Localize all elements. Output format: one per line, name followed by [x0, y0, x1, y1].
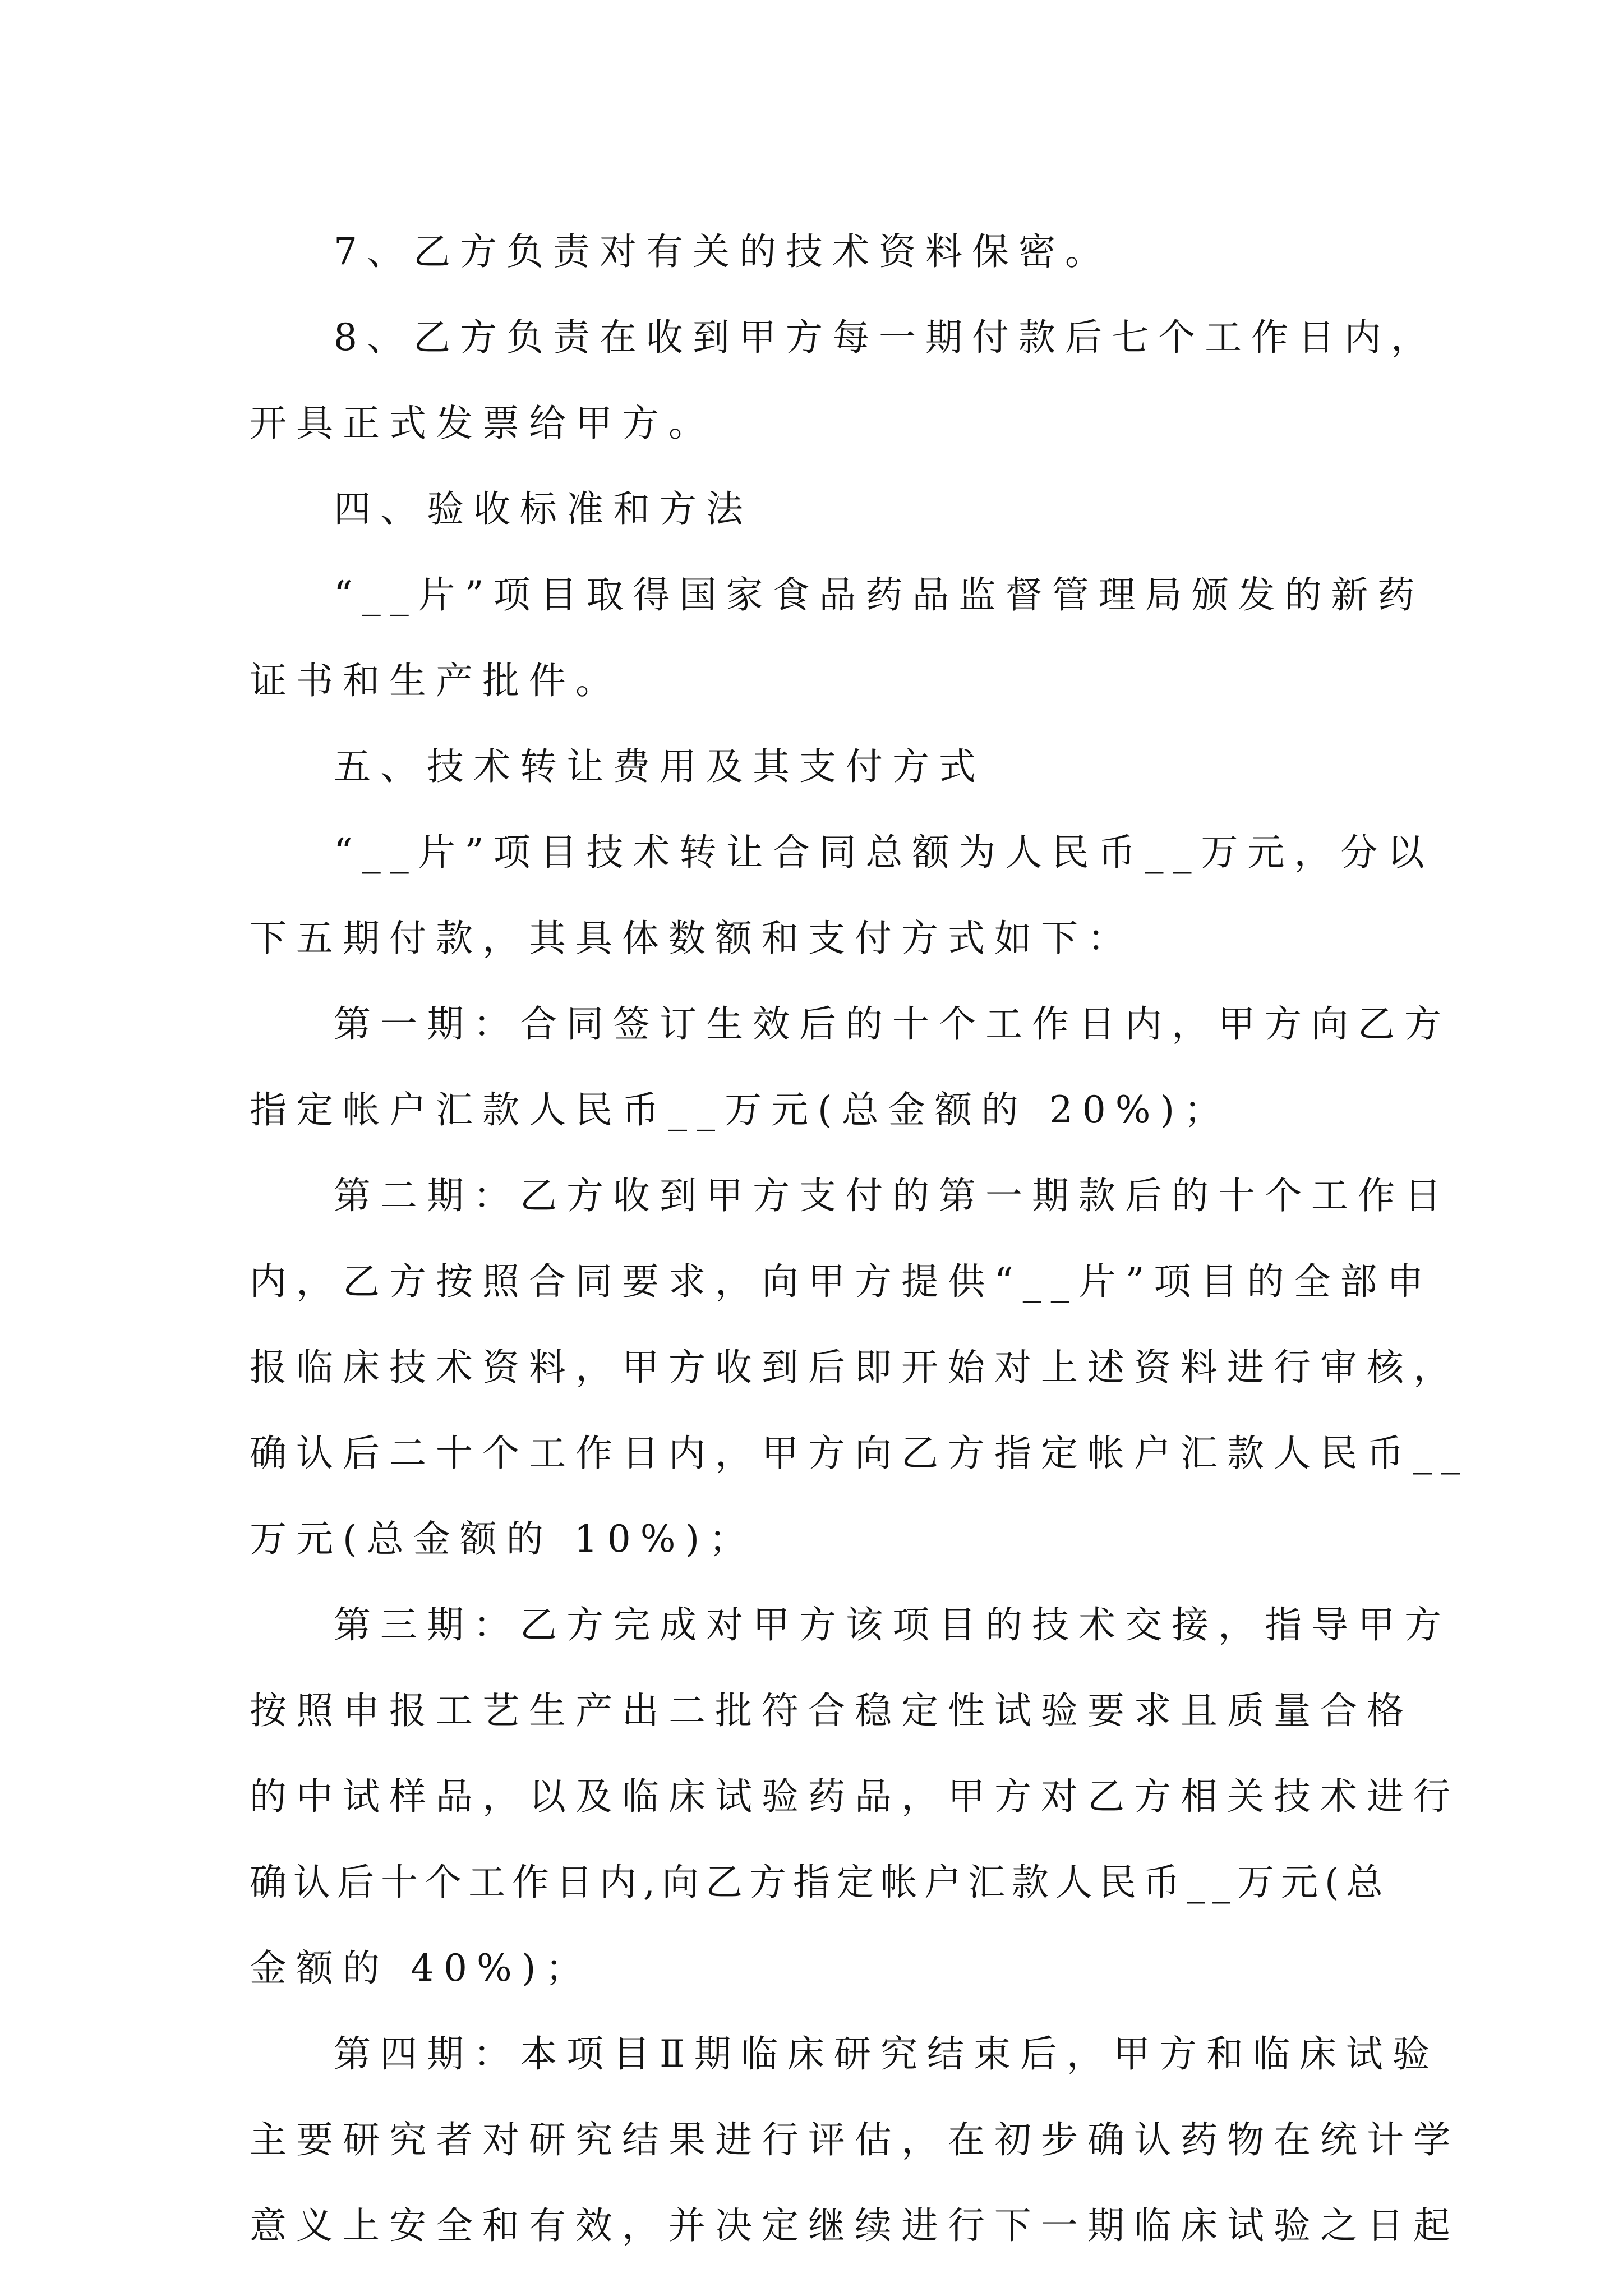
payment-phase-2-line-2: 内，乙方按照合同要求，向甲方提供“__片”项目的全部申: [250, 1260, 1433, 1303]
payment-phase-4: 第四期：本项目Ⅱ期临床研究结束后，甲方和临床试验: [334, 2032, 1439, 2076]
payment-phase-3-line-3: 的中试样品，以及临床试验药品，甲方对乙方相关技术进行: [250, 1775, 1460, 1818]
payment-phase-4-line-3: 意义上安全和有效，并决定继续进行下一期临床试验之日起: [250, 2204, 1460, 2247]
payment-phase-3-line-2: 按照申报工艺生产出二批符合稳定性试验要求且质量合格: [250, 1689, 1413, 1732]
payment-phase-3-line-5: 金额的 40%)；: [250, 1947, 592, 1990]
payment-phase-2-line-4: 确认后二十个工作日内，甲方向乙方指定帐户汇款人民币__: [250, 1432, 1469, 1475]
clause-8: 8、乙方负责在收到甲方每一期付款后七个工作日内，: [334, 316, 1437, 359]
payment-phase-1: 第一期：合同签订生效后的十个工作日内，甲方向乙方: [334, 1002, 1451, 1046]
payment-phase-4-line-2: 主要研究者对研究结果进行评估，在初步确认药物在统计学: [250, 2118, 1460, 2161]
payment-phase-2-line-5: 万元(总金额的 10%)；: [250, 1517, 756, 1561]
acceptance-paragraph-continued: 证书和生产批件。: [250, 659, 622, 702]
clause-8-continued: 开具正式发票给甲方。: [250, 402, 715, 445]
fees-paragraph-continued: 下五期付款，其具体数额和支付方式如下：: [250, 917, 1134, 960]
payment-phase-2-line-3: 报临床技术资料，甲方收到后即开始对上述资料进行审核，: [250, 1346, 1460, 1389]
section-heading-acceptance: 四、验收标准和方法: [334, 487, 753, 531]
payment-phase-2: 第二期：乙方收到甲方支付的第一期款后的十个工作日: [334, 1174, 1451, 1217]
payment-phase-3: 第三期：乙方完成对甲方该项目的技术交接，指导甲方: [334, 1603, 1451, 1646]
document-body: [250, 209, 1469, 2269]
payment-phase-1-continued: 指定帐户汇款人民币__万元(总金额的 20%)；: [250, 1088, 1231, 1131]
payment-phase-3-line-4: 确认后十个工作日内,向乙方指定帐户汇款人民币__万元(总: [250, 1861, 1390, 1904]
section-heading-fees: 五、技术转让费用及其支付方式: [334, 745, 985, 788]
fees-paragraph: “__片”项目技术转让合同总额为人民币__万元，分以: [334, 831, 1434, 874]
acceptance-paragraph: “__片”项目取得国家食品药品监督管理局颁发的新药: [334, 573, 1424, 616]
clause-7: 7、乙方负责对有关的技术资料保密。: [334, 230, 1112, 273]
